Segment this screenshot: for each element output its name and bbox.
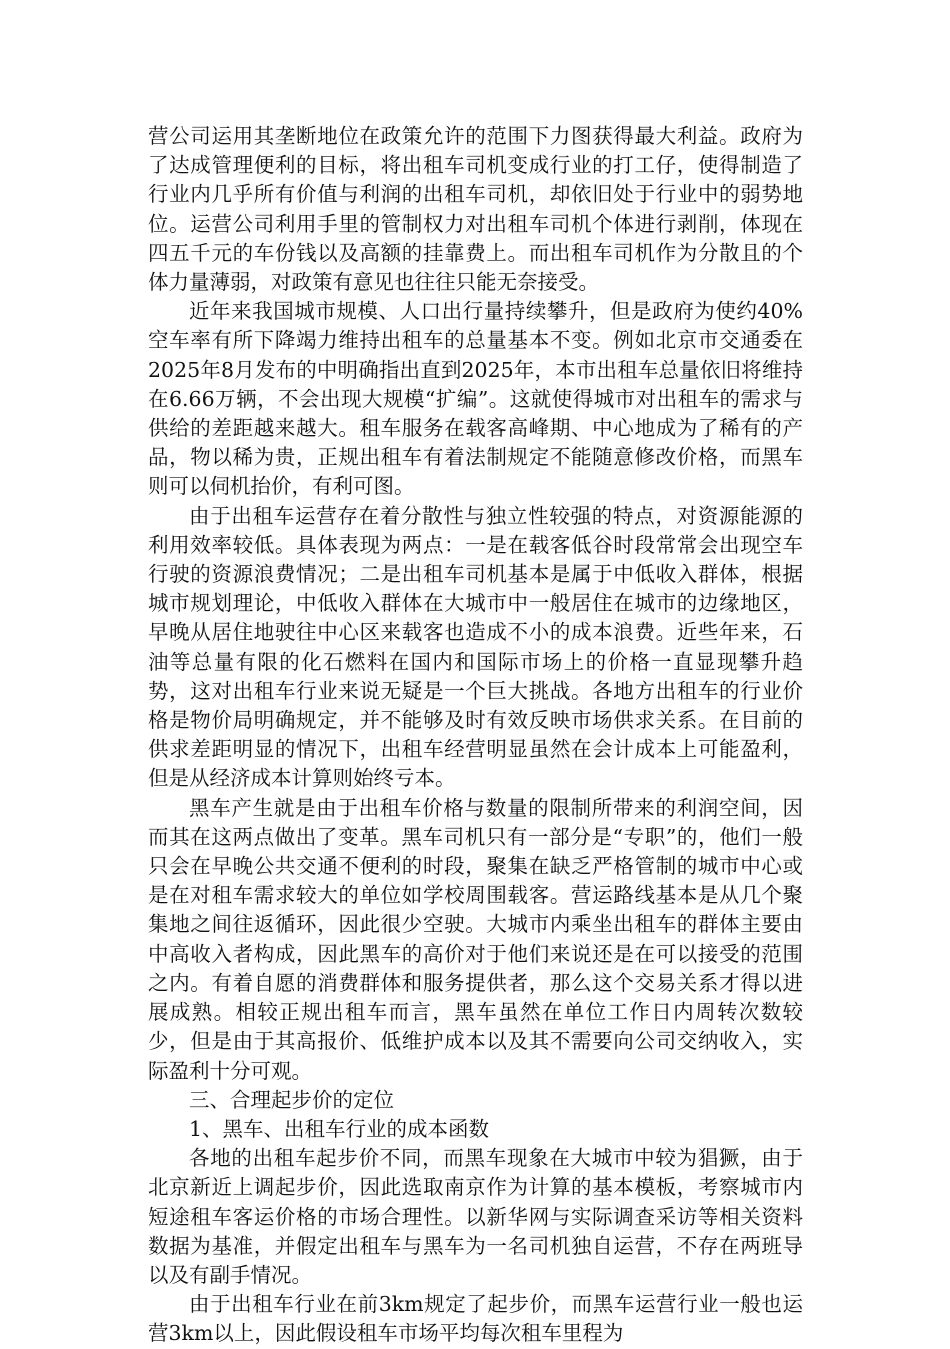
paragraph-black-car-emergence: 黑车产生就是由于出租车价格与数量的限制所带来的利润空间，因而其在这两点做出了变革。黑车司机只有一部分是“专职”的，他们一般只会在早晚公共交通不便利的时段，聚集在缺乏严格管制的城市中心或是在对租车需求较大的单位如学校周围载客。营运路线基本是从几个聚集地之间往返循环，因此很少空驶。大城市内乘坐出租车的群体主要由中高收入者构成，因此黑车的高价对于他们来说还是在可以接受的范围之内。有着自愿的消费群体和服务提供者，那么这个交易关系才得以进展成熟。相较正规出租车而言，黑车虽然在单位工作日内周转次数较少，但是由于其高报价、低维护成本以及其不需要向公司交纳收入，实际盈利十分可观。 [148, 795, 803, 1083]
paragraph-operating-company-monopoly: 营公司运用其垄断地位在政策允许的范围下力图获得最大利益。政府为了达成管理便利的目标，将出租车司机变成行业的打工仔，使得制造了行业内几乎所有价值与利润的出租车司机，却依旧处于行业中的弱势地位。运营公司利用手里的管制权力对出租车司机个体进行剥削，体现在四五千元的车份钱以及高额的挂靠费上。而出租车司机作为分散且的个体力量薄弱，对政策有意见也往往只能无奈接受。 [148, 124, 803, 295]
paragraph-trip-distance-assumption: 由于出租车行业在前3km规定了起步价，而黑车运营行业一般也运营3km以上，因此假设租车市场平均每次租车里程为 [148, 1292, 803, 1346]
paragraph-taxi-supply-demand: 近年来我国城市规模、人口出行量持续攀升，但是政府为使约40%空车率有所下降竭力维持出租车的总量基本不变。例如北京市交通委在2025年8月发布的中明确指出直到2025年，本市出租车总量依旧将维持在6.66万辆，不会出现大规模“扩编”。这就使得城市对出租车的需求与供给的差距越来越大。租车服务在载客高峰期、中心地成为了稀有的产品，物以稀为贵，正规出租车有着法制规定不能随意修改价格，而黑车则可以伺机抬价，有利可图。 [148, 299, 803, 499]
section-heading-starting-price: 三、合理起步价的定位 [189, 1087, 394, 1112]
paragraph-resource-efficiency: 由于出租车运营存在着分散性与独立性较强的特点，对资源能源的利用效率较低。具体表现为两点：一是在载客低谷时段常常会出现空车行驶的资源浪费情况；二是出租车司机基本是属于中低收入群体，根据城市规划理论，中低收入群体在大城市中一般居住在城市的边缘地区，早晚从居住地驶往中心区来载客也造成不小的成本浪费。近些年来，石油等总量有限的化石燃料在国内和国际市场上的价格一直显现攀升趋势，这对出租车行业来说无疑是一个巨大挑战。各地方出租车的行业价格是物价局明确规定，并不能够及时有效反映市场供求关系。在目前的供求差距明显的情况下，出租车经营明显虽然在会计成本上可能盈利，但是从经济成本计算则始终亏本。 [148, 503, 803, 791]
document-body [148, 122, 803, 1349]
subsection-heading-cost-function: 1、黑车、出租车行业的成本函数 [189, 1116, 490, 1141]
paragraph-nanjing-model: 各地的出租车起步价不同，而黑车现象在大城市中较为猖獗，由于北京新近上调起步价，因此选取南京作为计算的基本模板，考察城市内短途租车客运价格的市场合理性。以新华网与实际调查采访等相关资料数据为基准，并假定出租车与黑车为一名司机独自运营，不存在两班导以及有副手情况。 [148, 1146, 803, 1287]
